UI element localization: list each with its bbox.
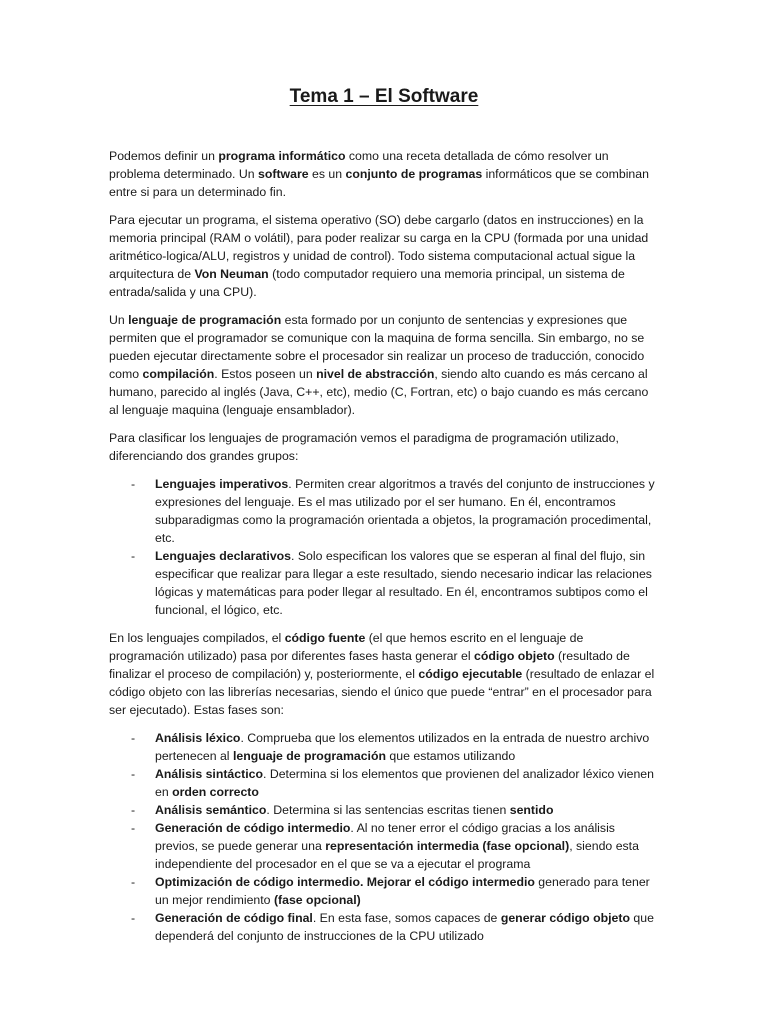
paragraph-language: Un lenguaje de programación esta formado por un conjunto de sentencias y expresiones que permiten que el programador se comunique con la maquina de forma sencilla. Sin embargo, no se pueden ejecutar directamente sobre el procesador sin realizar un proceso de traducción, conocido como compilación. Estos poseen un nivel de abstracción, siendo alto cuando es más cercano al humano, parecido al inglés (Java, C++, etc), medio (C, Fortran, etc) o bajo cuando es más cercano al lenguaje maquina (lenguaje ensamblador). xyxy=(109,313,649,417)
paragraph-definition: Podemos definir un programa informático como una receta detallada de cómo resolver un problema determinado. Un software es un conjunto de programas informáticos que se combinan entre si para un determinado fin. xyxy=(109,149,649,199)
paragraph-classification: Para clasificar los lenguajes de programación vemos el paradigma de programación utilizado, diferenciando dos grandes grupos: xyxy=(109,431,619,463)
list-item: - Análisis léxico. Comprueba que los elementos utilizados en la entrada de nuestro archivo pertenecen al lenguaje de programación que estamos utilizando xyxy=(109,729,661,765)
list-item: - Análisis sintáctico. Determina si los elementos que provienen del analizador léxico vienen en orden correcto xyxy=(109,765,661,801)
phases-list xyxy=(109,729,661,945)
page-title: Tema 1 – El Software xyxy=(289,86,479,107)
list-item: - Generación de código intermedio. Al no tener error el código gracias a los análisis previos, se puede generar una representación intermedia (fase opcional), siendo esta independiente del procesador en el que se va a ejecutar el programa xyxy=(109,819,661,873)
list-item: - Generación de código final. En esta fase, somos capaces de generar código objeto que dependerá del conjunto de instrucciones de la CPU utilizado xyxy=(109,909,661,945)
list-item: - Análisis semántico. Determina si las sentencias escritas tienen sentido xyxy=(109,801,661,819)
list-item: - Lenguajes imperativos. Permiten crear algoritmos a través del conjunto de instrucciones y expresiones del lenguaje. Es el mas utilizado por el ser humano. En él, encontramos subparadigmas como la programación orientada a objetos, la programación procedimental, etc. xyxy=(109,475,661,547)
document-body xyxy=(109,147,661,955)
paragraph-compilation: En los lenguajes compilados, el código fuente (el que hemos escrito en el lenguaje de programación utilizado) pasa por diferentes fases hasta generar el código objeto (resultado de finalizar el proceso de compilación) y, posteriormente, el código ejecutable (resultado de enlazar el código objeto con las librerías necesarias, siendo el único que puede “entrar” en el procesador para ser ejecutado). Estas fases son: xyxy=(109,631,655,717)
list-item: - Lenguajes declarativos. Solo especifican los valores que se esperan al final del flujo, sin especificar que realizar para llegar a este resultado, siendo necesario indicar las relaciones lógicas y matemáticas para poder llegar al resultado. En él, encontramos subtipos como el funcional, el lógico, etc. xyxy=(109,547,661,619)
list-item: - Optimización de código intermedio. Mejorar el código intermedio generado para tener un mejor rendimiento (fase opcional) xyxy=(109,873,661,909)
paradigm-list xyxy=(109,475,661,619)
paragraph-execution: Para ejecutar un programa, el sistema operativo (SO) debe cargarlo (datos en instrucciones) en la memoria principal (RAM o volátil), para poder realizar su carga en la CPU (formada por una unidad aritmético-logica/ALU, registros y unidad de control). Todo sistema computacional actual sigue la arquitectura de Von Neuman (todo computador requiero una memoria principal, un sistema de entrada/salida y una CPU). xyxy=(109,213,649,299)
